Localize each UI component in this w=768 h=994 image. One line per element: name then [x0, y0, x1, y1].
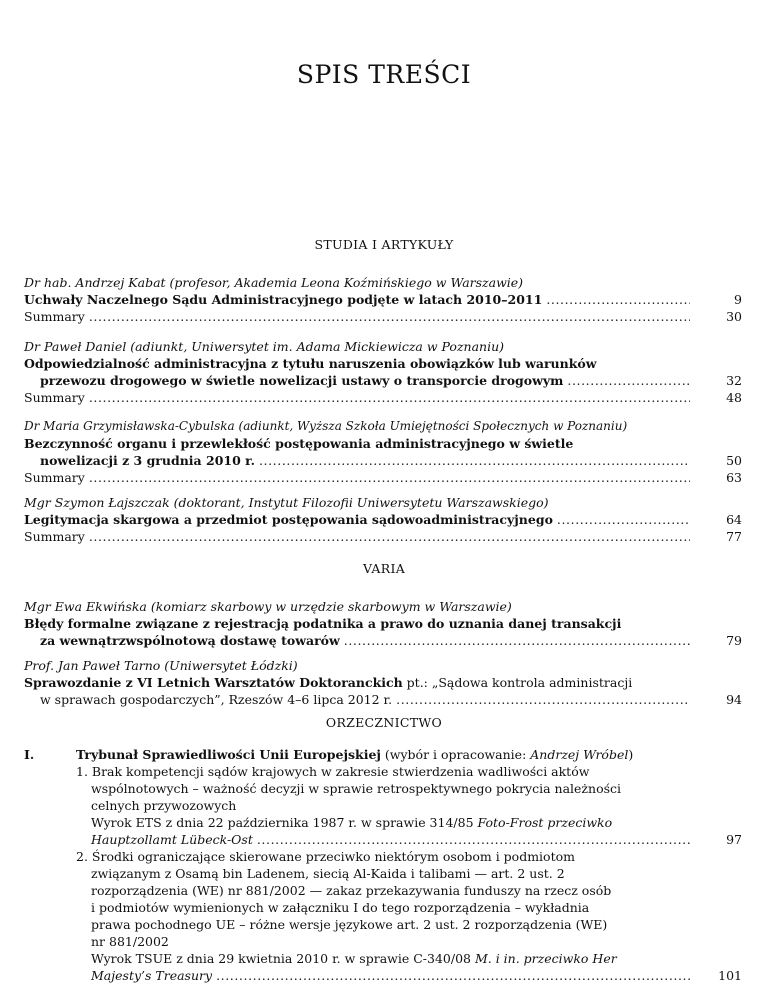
- ruling-citation: [91, 814, 742, 831]
- article-title: Błędy formalne związane z rejestracją podatnika a prawo do uznania danej transakcji: [24, 616, 622, 631]
- toc-summary-entry[interactable]: [24, 469, 742, 486]
- toc-summary-entry[interactable]: [24, 308, 742, 325]
- page-number: 97: [726, 832, 742, 847]
- ruling-citation-text: Wyrok ETS z dnia 22 października 1987 r. w sprawie 314/85: [91, 815, 478, 830]
- ruling-topic-cont: rozporządzenia (WE) nr 881/2002 — zakaz przekazywania funduszy na rzecz osób: [91, 883, 612, 898]
- article-title-cont: przewozu drogowego w świetle nowelizacji ustawy o transporcie drogowym: [40, 373, 564, 388]
- roman-numeral: I.: [24, 747, 35, 762]
- leader-dots: [89, 308, 690, 325]
- leader-dots: [89, 389, 690, 406]
- ruling-topic: 1. Brak kompetencji sądów krajowych w zakresie stwierdzenia wadliwości aktów: [76, 764, 590, 779]
- report-title-rest: pt.: „Sądowa kontrola administracji: [402, 675, 633, 690]
- court-editor-name: Andrzej Wróbel: [530, 747, 629, 762]
- page-number: 30: [726, 309, 742, 324]
- toc-entry[interactable]: [24, 452, 742, 469]
- leader-dots: [396, 691, 690, 708]
- leader-dots: [89, 528, 690, 545]
- page-number: 32: [726, 373, 742, 388]
- article-author: Prof. Jan Paweł Tarno (Uniwersytet Łódzki): [24, 658, 298, 673]
- court-editor-prefix: (wybór i opracowanie:: [380, 747, 531, 762]
- leader-dots: [567, 372, 690, 389]
- ruling-case-name: Foto-Frost przeciwko: [477, 815, 613, 830]
- leader-dots: [257, 831, 690, 848]
- article-title: [24, 674, 742, 691]
- article-author: Dr Maria Grzymisławska-Cybulska (adiunkt, Wyższa Szkoła Umiejętności Społecznych w Poznaniu): [24, 419, 628, 433]
- toc-varia-item: [24, 598, 742, 649]
- leader-dots: [557, 511, 690, 528]
- page-number: 79: [726, 633, 742, 648]
- section-heading-varia: VARIA: [362, 561, 406, 576]
- leader-dots: [259, 452, 690, 469]
- ruling-topic-cont: wspólnotowych – ważność decyzji w sprawie retrospektywnego pokrycia należności: [91, 781, 622, 796]
- ruling-topic-cont: prawa pochodnego UE – różne wersje językowe art. 2 ust. 2 rozporządzenia (WE): [91, 917, 608, 932]
- toc-varia-item: [24, 657, 742, 708]
- ruling-topic: 2. Środki ograniczające skierowane przeciwko niektórym osobom i podmiotom: [76, 849, 575, 864]
- page-number: 94: [726, 692, 742, 707]
- toc-article: [24, 274, 742, 325]
- toc-article: [24, 494, 742, 545]
- toc-entry[interactable]: [24, 632, 742, 649]
- court-heading: [76, 746, 742, 763]
- page-number: 48: [726, 390, 742, 405]
- page-number: 101: [718, 968, 742, 983]
- ruling-topic-cont: związanym z Osamą bin Ladenem, siecią Al-Kaida i talibami — art. 2 ust. 2: [91, 866, 565, 881]
- toc-entry[interactable]: [91, 967, 742, 984]
- article-author: Mgr Szymon Łajszczak (doktorant, Instytut Filozofii Uniwersytetu Warszawskiego): [24, 495, 549, 510]
- article-title: Odpowiedzialność administracyjna z tytułu naruszenia obowiązków lub warunków: [24, 356, 597, 371]
- page-number: 64: [726, 512, 742, 527]
- summary-label: Summary: [24, 529, 85, 544]
- article-title: Bezczynność organu i przewlekłość postępowania administracyjnego w świetle: [24, 436, 574, 451]
- page-number: 63: [726, 470, 742, 485]
- leader-dots: [89, 469, 690, 486]
- report-title-bold: Sprawozdanie z VI Letnich Warsztatów Doktoranckich: [24, 675, 403, 690]
- article-title-cont: w sprawach gospodarczych”, Rzeszów 4–6 lipca 2012 r.: [40, 692, 393, 707]
- leader-dots: [344, 632, 690, 649]
- court-name: Trybunał Sprawiedliwości Unii Europejskiej: [76, 747, 381, 762]
- article-author: Dr hab. Andrzej Kabat (profesor, Akademia Leona Koźmińskiego w Warszawie): [24, 275, 524, 290]
- ruling-topic-cont: nr 881/2002: [91, 934, 169, 949]
- ruling-topic-cont: celnych przywozowych: [91, 798, 237, 813]
- summary-label: Summary: [24, 470, 85, 485]
- article-author: Dr Paweł Daniel (adiunkt, Uniwersytet im. Adama Mickiewicza w Poznaniu): [24, 339, 505, 354]
- article-title: Legitymacja skargowa a przedmiot postępowania sądowoadministracyjnego: [24, 512, 553, 527]
- article-title-cont: nowelizacji z 3 grudnia 2010 r.: [40, 453, 255, 468]
- page-number: 50: [726, 453, 742, 468]
- toc-article: [24, 418, 742, 486]
- ruling-case-name: M. i in. przeciwko Her: [474, 951, 617, 966]
- toc-entry[interactable]: [24, 691, 742, 708]
- article-author: Mgr Ewa Ekwińska (komiarz skarbowy w urzędzie skarbowym w Warszawie): [24, 599, 512, 614]
- court-section: [76, 746, 742, 984]
- summary-label: Summary: [24, 309, 85, 324]
- leader-dots: [216, 967, 690, 984]
- article-title: Uchwały Naczelnego Sądu Administracyjnego podjęte w latach 2010–2011: [24, 292, 543, 307]
- article-title-cont: za wewnątrzwspólnotową dostawę towarów: [40, 633, 340, 648]
- page-title: SPIS TREŚCI: [296, 60, 472, 89]
- page-number: 9: [734, 292, 742, 307]
- leader-dots: [546, 291, 690, 308]
- section-heading-studia: STUDIA I ARTYKUŁY: [314, 237, 454, 252]
- toc-entry[interactable]: [24, 511, 742, 528]
- page-number: 77: [726, 529, 742, 544]
- toc-article: [24, 338, 742, 406]
- toc-summary-entry[interactable]: [24, 528, 742, 545]
- toc-entry[interactable]: [24, 372, 742, 389]
- summary-label: Summary: [24, 390, 85, 405]
- court-editor-suffix: ): [628, 747, 634, 762]
- toc-entry[interactable]: [91, 831, 742, 848]
- toc-summary-entry[interactable]: [24, 389, 742, 406]
- ruling-case-name-cont: Hauptzollamt Lübeck-Ost: [91, 832, 253, 847]
- toc-entry[interactable]: [24, 291, 742, 308]
- ruling-case-name-cont: Majesty’s Treasury: [91, 968, 213, 983]
- ruling-citation: [91, 950, 742, 967]
- ruling-citation-text: Wyrok TSUE z dnia 29 kwietnia 2010 r. w sprawie C-340/08: [91, 951, 475, 966]
- section-heading-orzecznictwo: ORZECZNICTWO: [325, 715, 443, 730]
- ruling-topic-cont: i podmiotów wymienionych w załączniku I do tego rozporządzenia – wykładnia: [91, 900, 590, 915]
